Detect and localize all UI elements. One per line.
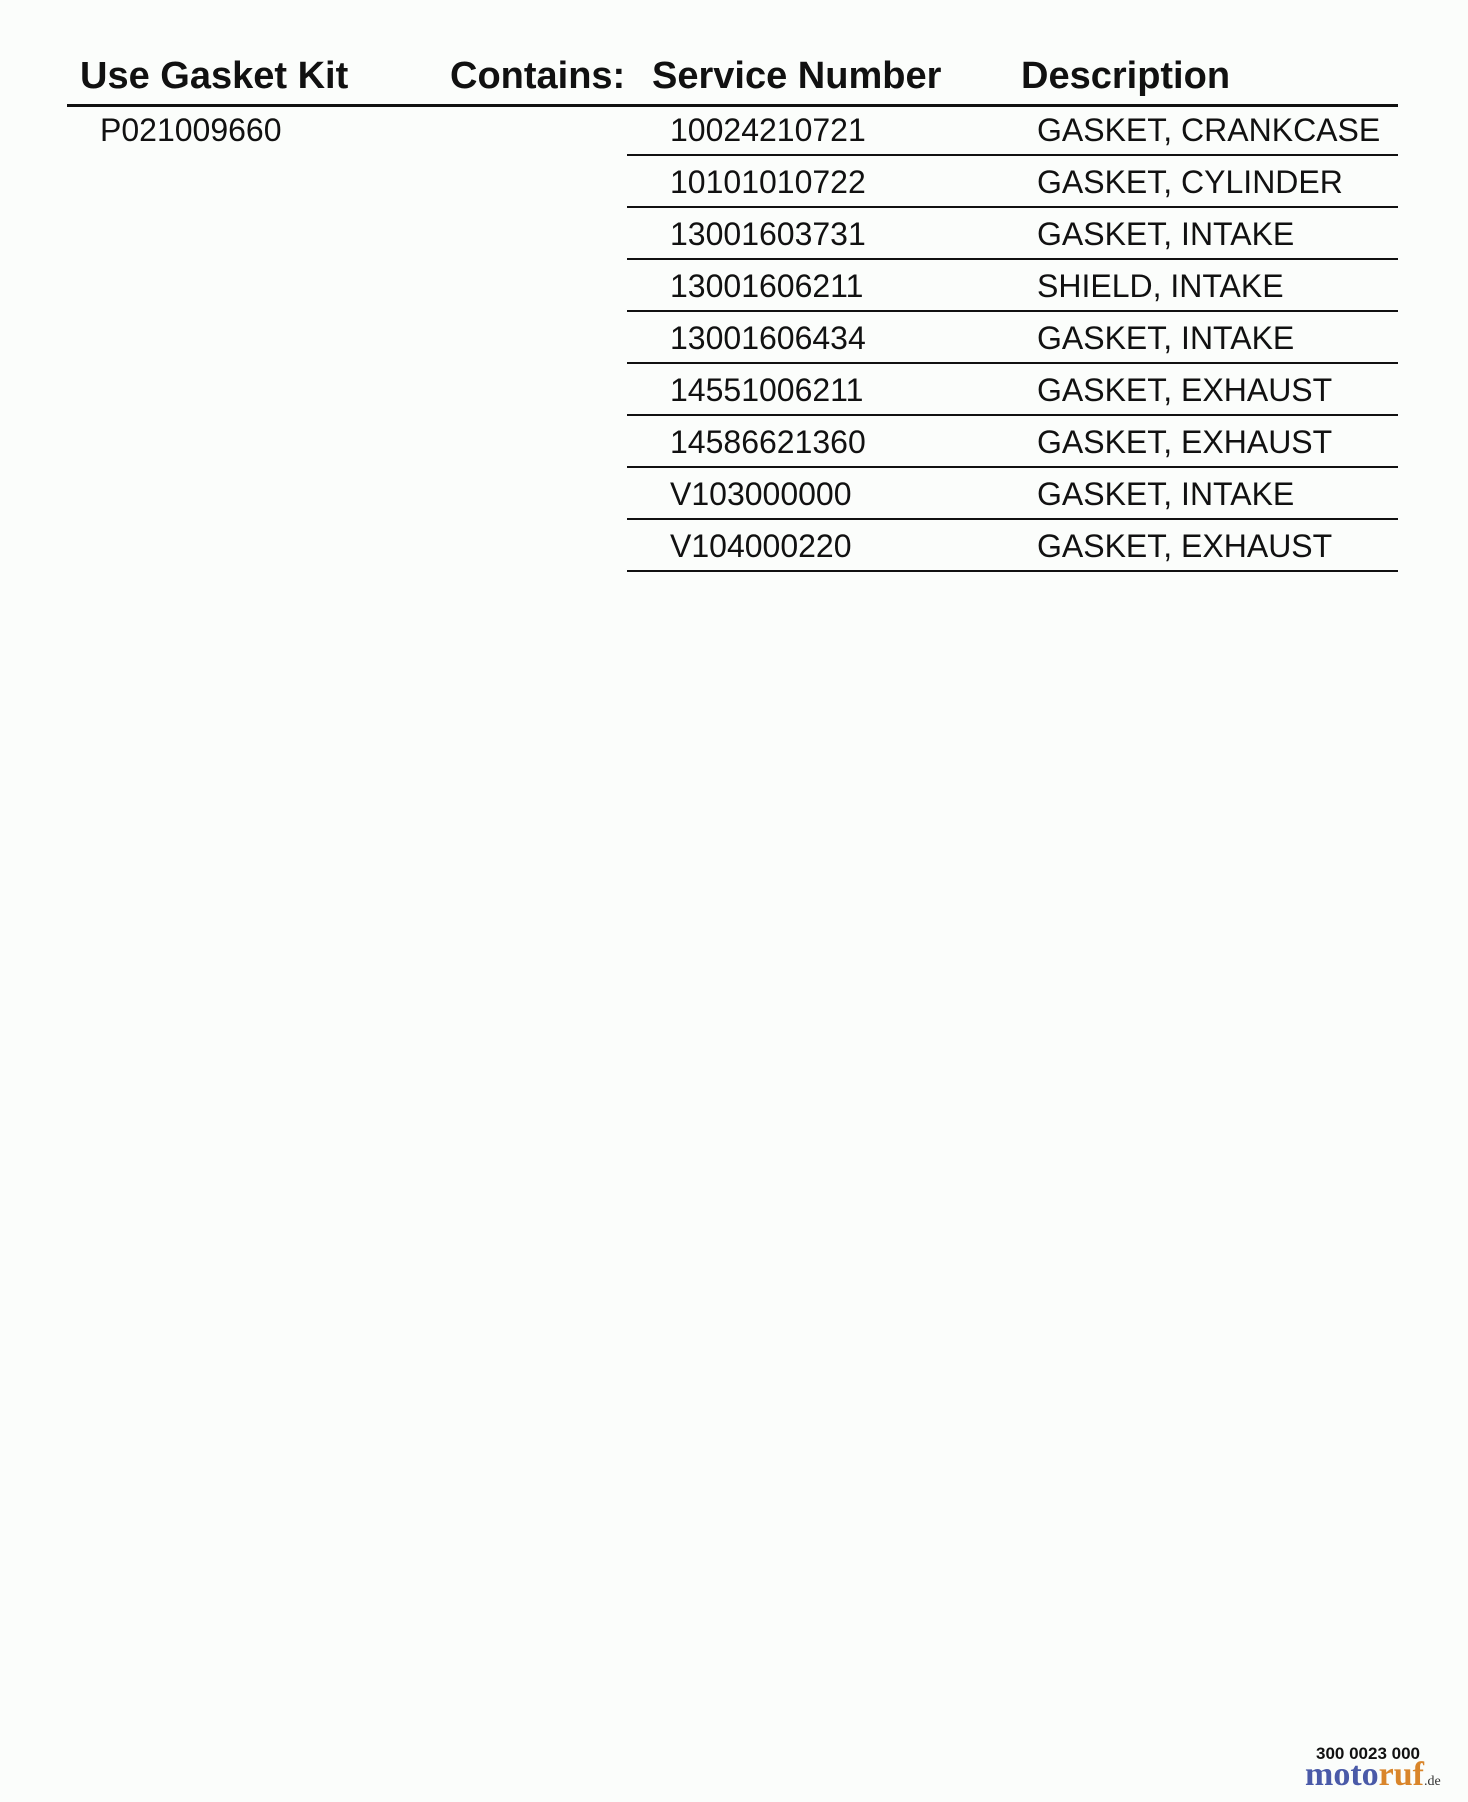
table-row [627,260,1398,312]
motoruf-logo [1305,1755,1441,1802]
service-number: V103000000 [670,476,852,512]
part-description: GASKET, INTAKE [1037,216,1295,252]
table-row [627,208,1398,260]
part-description: GASKET, EXHAUST [1037,528,1333,564]
table-row [627,520,1398,572]
service-number: 13001603731 [670,216,866,252]
table-row [627,104,1398,156]
service-number: 13001606434 [670,320,866,356]
table-row [627,156,1398,208]
logo-text-part1: moto [1305,1756,1379,1793]
header-contains: Contains: [450,55,626,97]
part-description: SHIELD, INTAKE [1037,268,1284,304]
header-description: Description [1021,55,1231,97]
table-row [627,364,1398,416]
parts-table [627,104,1398,572]
part-description: GASKET, INTAKE [1037,476,1295,512]
part-description: GASKET, INTAKE [1037,320,1295,356]
table-row [627,416,1398,468]
document-number: 300 0023 000 [1316,1744,1420,1763]
header-service-number: Service Number [652,55,942,97]
logo-tld: .de [1423,1774,1441,1789]
service-number: 14586621360 [670,424,866,460]
part-description: GASKET, EXHAUST [1037,372,1333,408]
part-description: GASKET, CRANKCASE [1037,112,1381,148]
table-row [627,312,1398,364]
logo-text-part2: ruf [1378,1756,1424,1793]
part-description: GASKET, EXHAUST [1037,424,1333,460]
table-row [627,468,1398,520]
service-number: 14551006211 [670,372,864,408]
gasket-kit-number: P021009660 [100,112,282,148]
service-number: 10024210721 [670,112,866,148]
service-number: 10101010722 [670,164,866,200]
part-description: GASKET, CYLINDER [1037,164,1343,200]
header-use-gasket-kit: Use Gasket Kit [80,55,349,97]
service-number: 13001606211 [670,268,864,304]
service-number: V104000220 [670,528,852,564]
